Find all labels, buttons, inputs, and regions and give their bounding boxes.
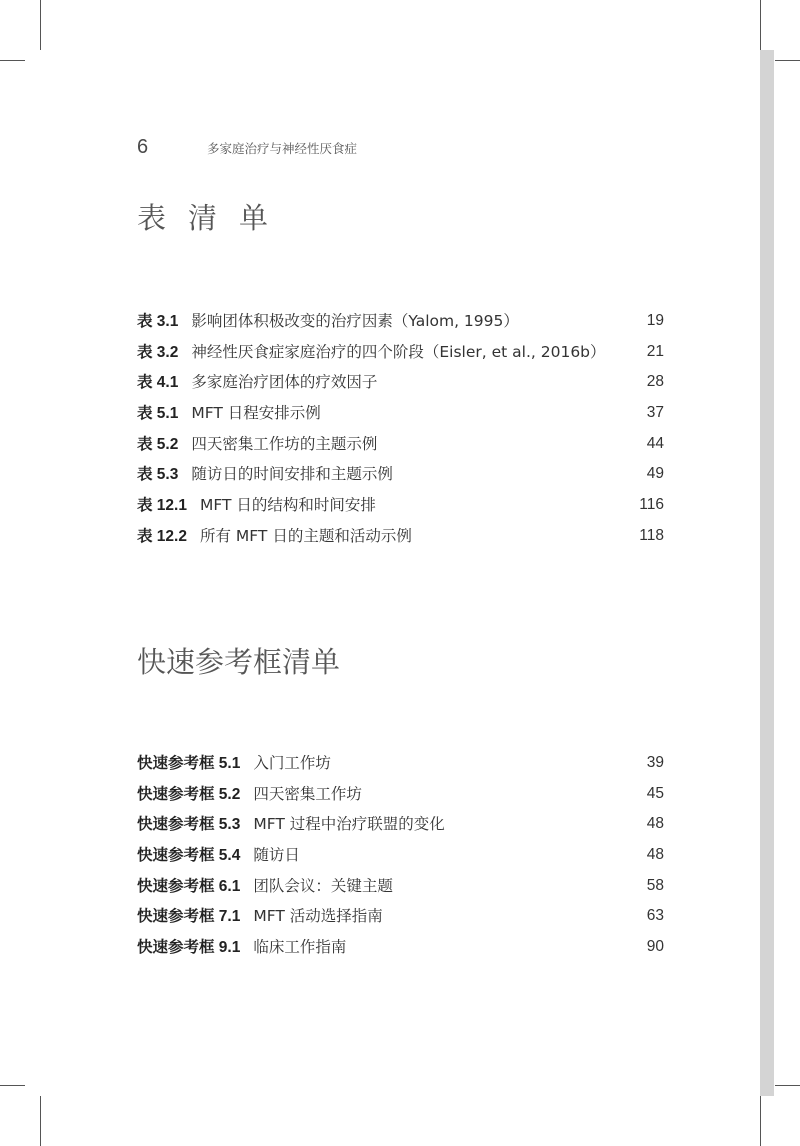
entry-page-number: 63 (646, 907, 664, 925)
list-item (137, 398, 664, 429)
page-number: 6 (137, 136, 149, 158)
list-item (137, 840, 664, 871)
entry-label: 快速参考框 5.3 (137, 816, 241, 834)
list-item (137, 748, 664, 779)
crop-mark-top-left-vertical (40, 0, 41, 50)
entry-title: MFT 活动选择指南 (253, 907, 383, 926)
entry-label: 表 5.1 (137, 405, 179, 423)
entry-title: 入门工作坊 (253, 754, 331, 772)
entry-title: 临床工作指南 (253, 938, 347, 957)
entry-title: 四天密集工作坊的主题示例 (191, 434, 378, 453)
entry-title: 随访日的时间安排和主题示例 (191, 465, 393, 484)
entry-label: 快速参考框 5.2 (137, 785, 241, 803)
entry-title: 所有 MFT 日的主题和活动示例 (199, 526, 412, 545)
entry-label: 表 3.2 (137, 343, 179, 361)
crop-mark-top-right-vertical (760, 0, 761, 50)
entry-page-number: 48 (646, 846, 664, 864)
crop-mark-top-left-horizontal (0, 60, 25, 61)
crop-mark-bottom-right-horizontal (775, 1085, 800, 1086)
list-item (137, 871, 664, 902)
boxes-list-heading: 快速参考框清单 (137, 645, 341, 679)
list-item (137, 521, 664, 552)
entry-title: 四天密集工作坊 (253, 784, 362, 803)
entry-page-number: 19 (646, 312, 664, 329)
entry-title: MFT 日程安排示例 (191, 404, 321, 423)
page-edge-band (760, 50, 774, 1096)
list-item (137, 459, 664, 490)
entry-label: 快速参考框 7.1 (137, 908, 241, 926)
entry-page-number: 37 (646, 404, 664, 422)
crop-mark-bottom-left-horizontal (0, 1085, 25, 1086)
entry-page-number: 39 (646, 754, 664, 771)
list-item (137, 429, 664, 460)
entry-label: 表 3.1 (137, 313, 179, 330)
running-title: 多家庭治疗与神经性厌食症 (207, 141, 358, 156)
tables-list-heading: 表清单 (137, 201, 291, 235)
crop-mark-top-right-horizontal (775, 60, 800, 61)
entry-label: 快速参考框 5.1 (137, 755, 241, 772)
entry-title: MFT 过程中治疗联盟的变化 (253, 815, 445, 834)
list-item (137, 901, 664, 932)
entry-title: 神经性厌食症家庭治疗的四个阶段（Eisler, et al., 2016b） (191, 342, 606, 361)
entry-title: MFT 日的结构和时间安排 (199, 496, 376, 515)
list-item (137, 490, 664, 521)
entry-label: 表 5.3 (137, 466, 179, 484)
entry-page-number: 90 (646, 938, 664, 956)
entry-label: 快速参考框 5.4 (137, 847, 241, 865)
entry-page-number: 45 (646, 784, 664, 802)
entry-page-number: 28 (646, 373, 664, 391)
entry-page-number: 21 (646, 342, 664, 360)
entry-label: 快速参考框 9.1 (137, 939, 241, 957)
entry-label: 快速参考框 6.1 (137, 877, 241, 895)
tables-list (137, 306, 664, 552)
entry-page-number: 48 (646, 815, 664, 833)
entry-label: 表 4.1 (137, 374, 179, 392)
entry-page-number: 49 (646, 465, 664, 483)
crop-mark-bottom-right-vertical (760, 1096, 761, 1146)
list-item (137, 367, 664, 398)
entry-page-number: 118 (639, 526, 664, 544)
crop-mark-bottom-left-vertical (40, 1096, 41, 1146)
entry-page-number: 116 (639, 496, 664, 514)
entry-title: 影响团体积极改变的治疗因素（Yalom, 1995） (191, 312, 519, 330)
boxes-list (137, 748, 664, 963)
entry-label: 表 5.2 (137, 435, 179, 453)
entry-title: 团队会议：关键主题 (253, 876, 393, 895)
list-item (137, 809, 664, 840)
entry-page-number: 58 (646, 876, 664, 894)
entry-title: 随访日 (253, 846, 300, 865)
entry-label: 表 12.1 (137, 497, 187, 515)
list-item (137, 779, 664, 810)
entry-label: 表 12.2 (137, 527, 187, 545)
list-item (137, 306, 664, 337)
entry-page-number: 44 (646, 434, 664, 452)
list-item (137, 932, 664, 963)
entry-title: 多家庭治疗团体的疗效因子 (191, 373, 378, 392)
list-item (137, 337, 664, 368)
